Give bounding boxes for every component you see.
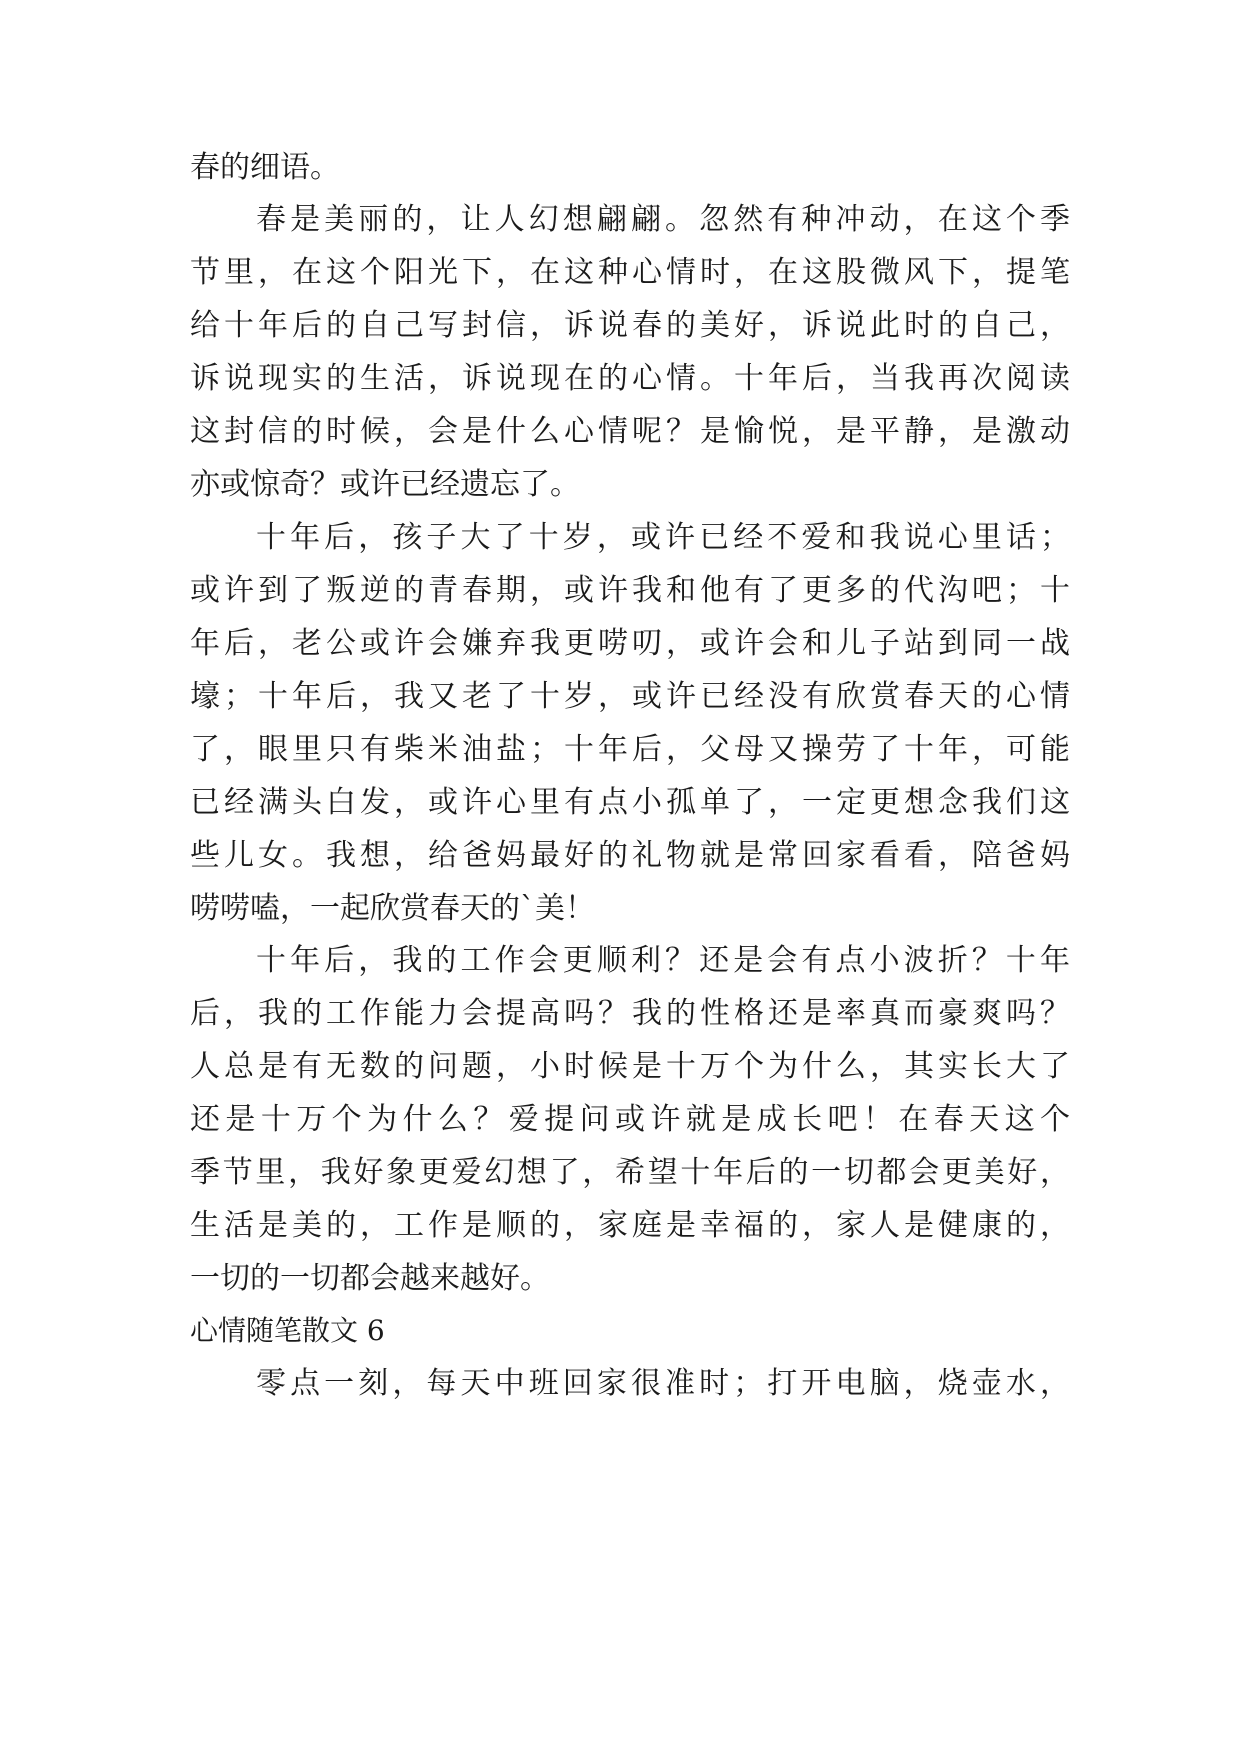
text-line: 了，眼里只有柴米油盐；十年后，父母又操劳了十年，可能 (190, 732, 1070, 767)
text-line: 季节里，我好象更爱幻想了，希望十年后的一切都会更美好， (190, 1155, 1070, 1190)
paragraph-first-line: 十年后，我的工作会更顺利？还是会有点小波折？十年 (256, 943, 1070, 978)
paragraph-first-line: 零点一刻，每天中班回家很准时；打开电脑，烧壶水， (256, 1366, 1070, 1401)
text-line: 一切的一切都会越来越好。 (190, 1261, 550, 1296)
text-line: 给十年后的自己写封信，诉说春的美好，诉说此时的自己， (190, 308, 1070, 343)
text-line: 些儿女。我想，给爸妈最好的礼物就是常回家看看，陪爸妈 (190, 838, 1070, 873)
text-line: 人总是有无数的问题，小时候是十万个为什么，其实长大了 (190, 1049, 1070, 1084)
text-line: 唠唠嗑，一起欣赏春天的`美！ (190, 891, 595, 926)
text-line: 生活是美的，工作是顺的，家庭是幸福的，家人是健康的， (190, 1208, 1070, 1243)
text-line: 年后，老公或许会嫌弃我更唠叨，或许会和儿子站到同一战 (190, 626, 1070, 661)
text-line: 或许到了叛逆的青春期，或许我和他有了更多的代沟吧；十 (190, 573, 1070, 608)
paragraph-first-line: 十年后，孩子大了十岁，或许已经不爱和我说心里话； (256, 520, 1070, 555)
text-line: 诉说现实的生活，诉说现在的心情。十年后，当我再次阅读 (190, 361, 1070, 396)
text-line: 春的细语。 (190, 150, 340, 185)
text-line: 已经满头白发，或许心里有点小孤单了，一定更想念我们这 (190, 785, 1070, 820)
paragraph-first-line: 春是美丽的，让人幻想翩翩。忽然有种冲动，在这个季 (256, 202, 1070, 237)
text-line: 后，我的工作能力会提高吗？我的性格还是率真而豪爽吗？ (190, 996, 1070, 1031)
text-line: 还是十万个为什么？爱提问或许就是成长吧！在春天这个 (190, 1102, 1070, 1137)
text-line: 节里，在这个阳光下，在这种心情时，在这股微风下，提笔 (190, 255, 1070, 290)
text-line: 亦或惊奇？或许已经遗忘了。 (190, 467, 580, 502)
section-heading: 心情随笔散文 6 (190, 1314, 385, 1347)
text-line: 这封信的时候，会是什么心情呢？是愉悦，是平静，是激动 (190, 414, 1070, 449)
text-line: 壕；十年后，我又老了十岁，或许已经没有欣赏春天的心情 (190, 679, 1070, 714)
